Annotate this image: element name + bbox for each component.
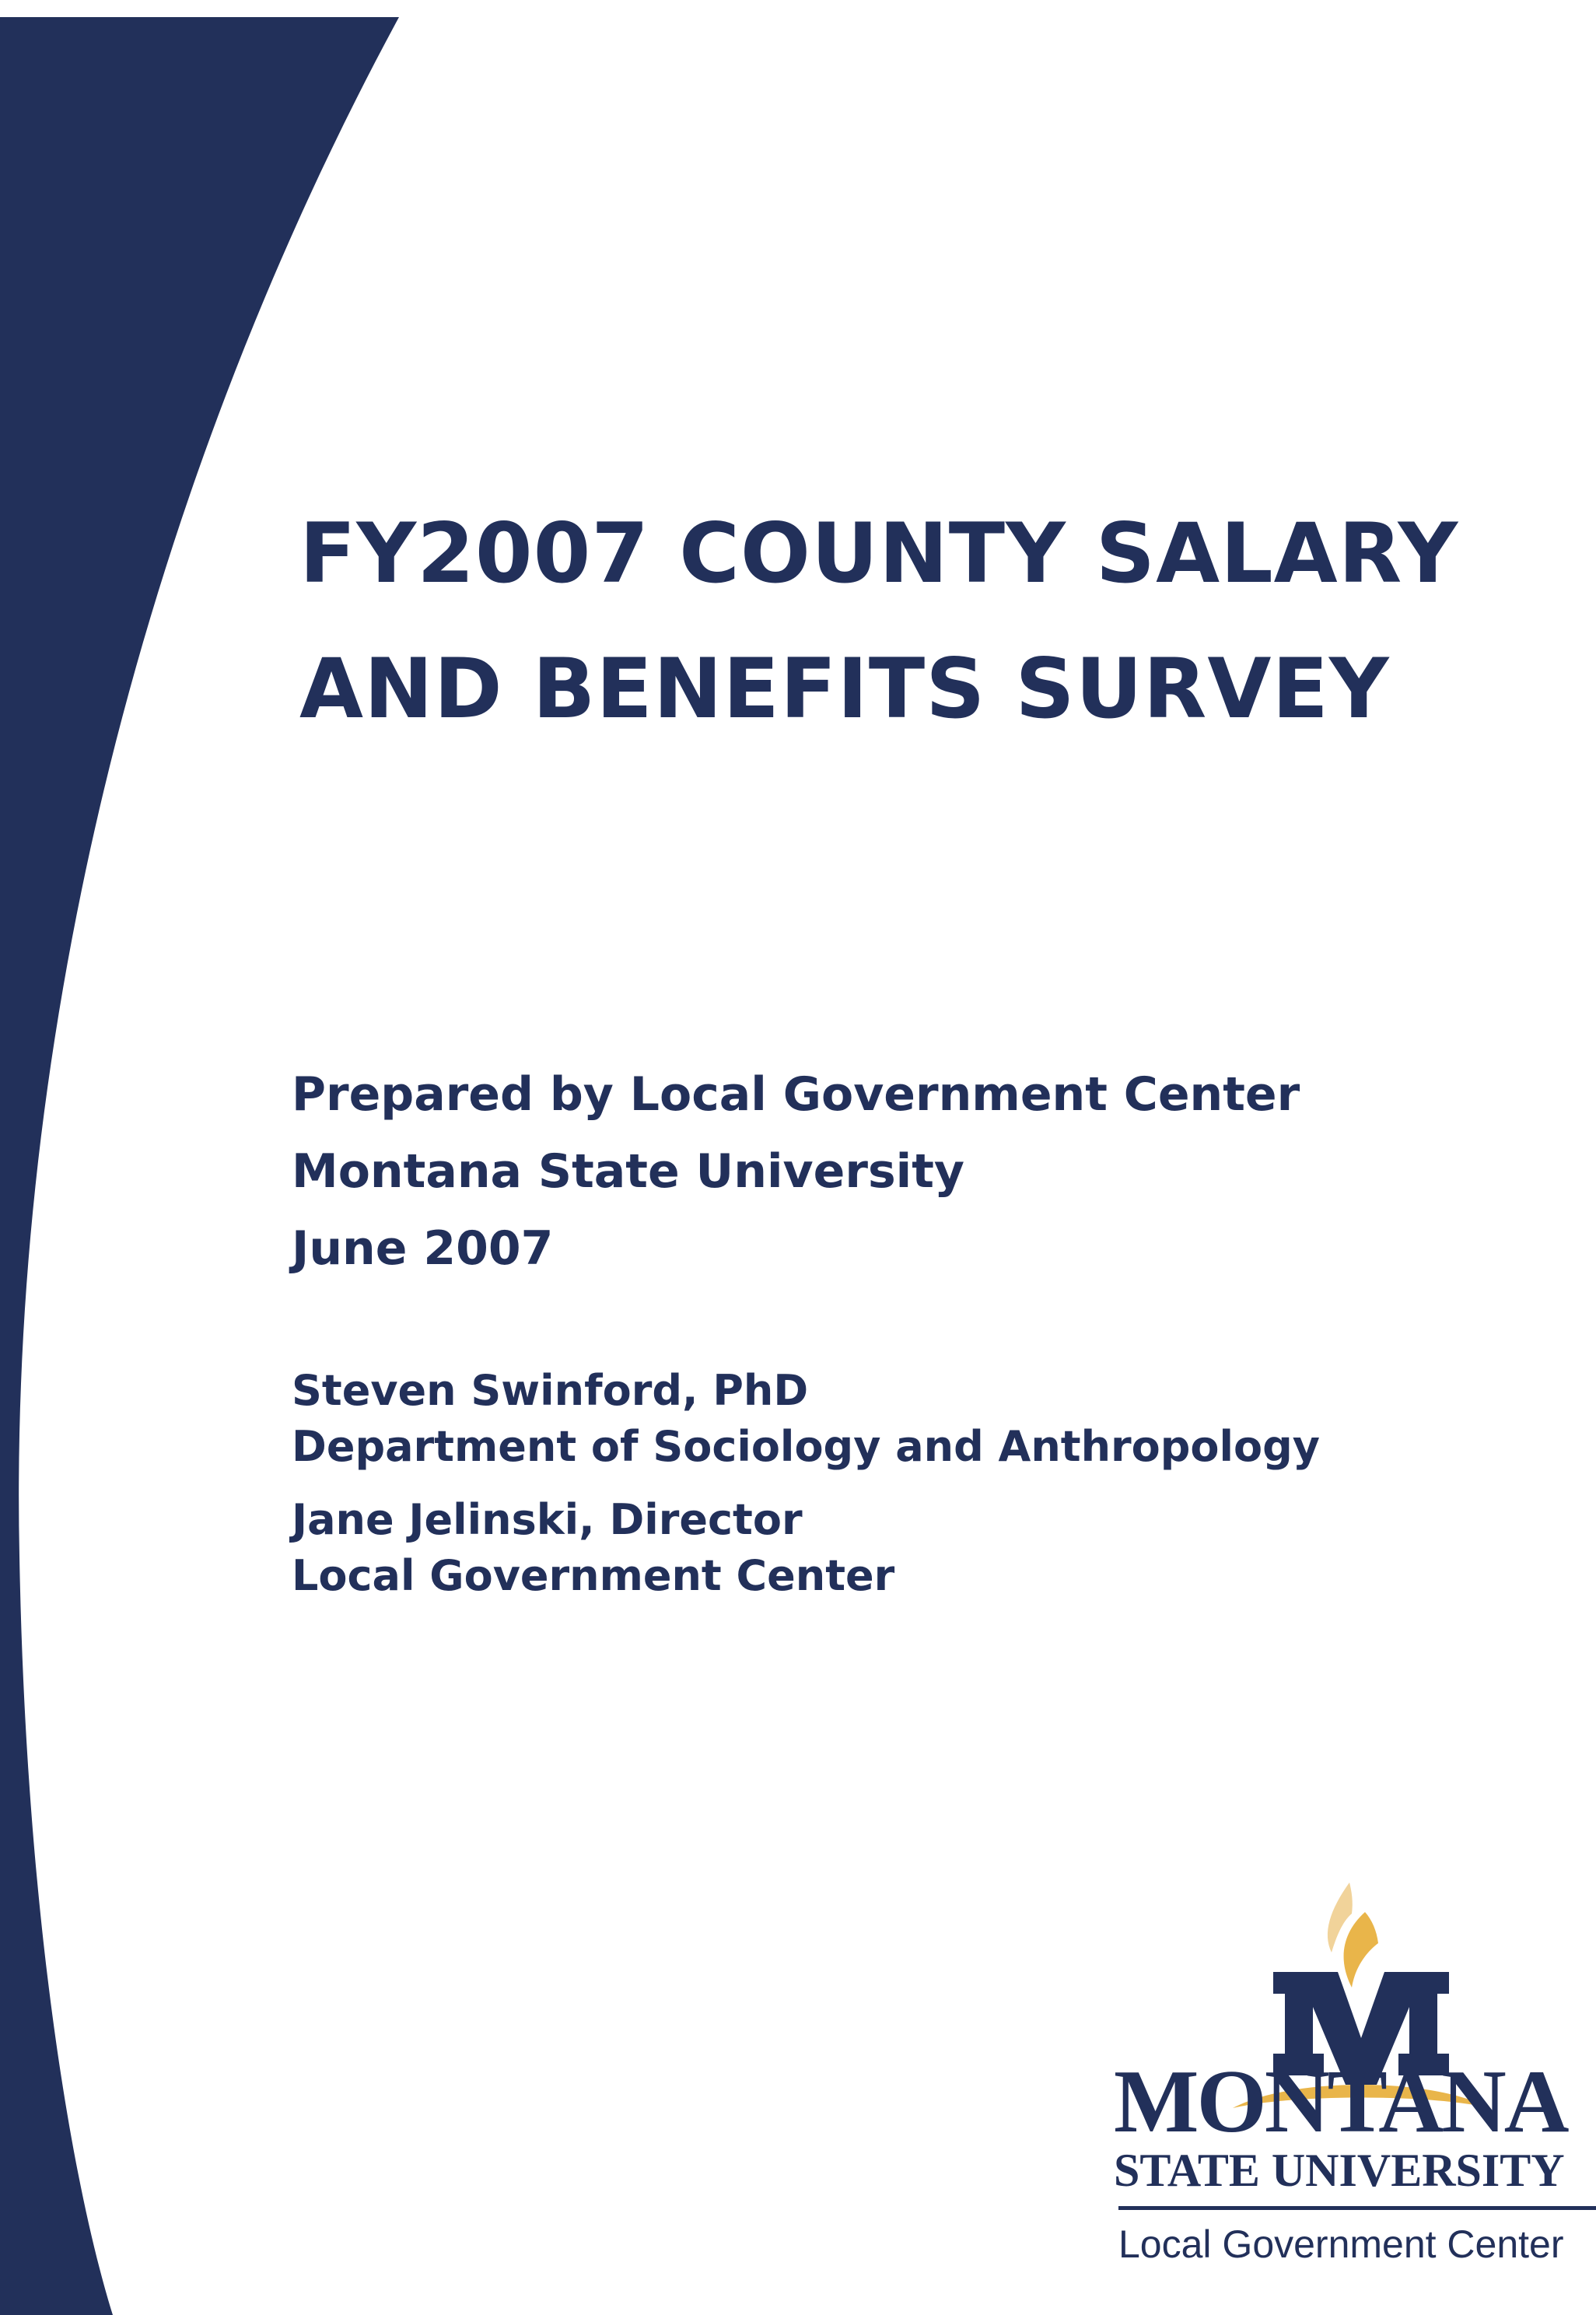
authors-block — [292, 1363, 1320, 1604]
date-line: June 2007 — [292, 1221, 554, 1276]
logo-divider — [1118, 2206, 1596, 2210]
logo-subtitle: STATE UNIVERSITY — [1114, 2145, 1565, 2196]
author-name: Steven Swinford, PhD — [292, 1366, 809, 1415]
logo-wordmark: MONTANA — [1114, 2052, 1567, 2152]
prepared-by-block — [292, 1056, 1300, 1287]
report-title — [299, 486, 1559, 757]
author-affiliation: Local Government Center — [292, 1551, 895, 1600]
author-name: Jane Jelinski, Director — [292, 1495, 803, 1544]
title-line-2: AND BENEFITS SURVEY — [299, 641, 1390, 737]
university-line: Montana State University — [292, 1144, 965, 1199]
logo-unit-name: Local Government Center — [1118, 2222, 1564, 2266]
prepared-by-line: Prepared by Local Government Center — [292, 1067, 1300, 1122]
title-line-1: FY2007 COUNTY SALARY — [299, 506, 1459, 601]
author-affiliation: Department of Sociology and Anthropology — [292, 1422, 1320, 1471]
